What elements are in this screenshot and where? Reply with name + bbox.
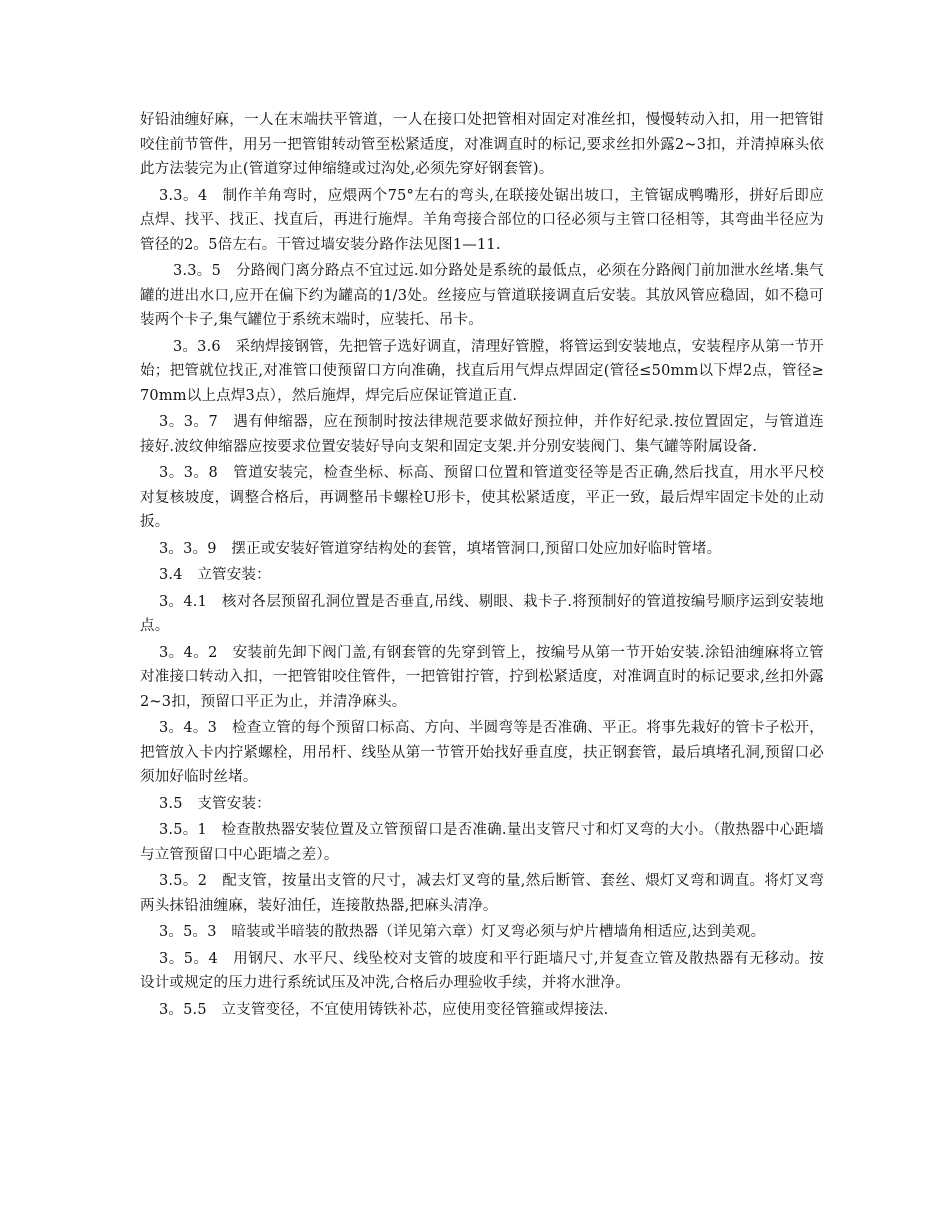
paragraph-3-4-3: 3。4。3 检查立管的每个预留口标高、方向、半圆弯等是否准确、平正。将事先栽好的管卡子松开，把管放入卡内拧紧螺栓，用吊杆、线坠从第一节管开始找好垂直度，扶正钢套管，最后填堵孔洞,预留口必须加好临时丝堵。 bbox=[140, 720, 824, 785]
paragraph-3-5-5: 3。5.5 立支管变径，不宜使用铸铁补芯，应使用变径管箍或焊接法. bbox=[159, 1001, 609, 1018]
paragraph-3-3-9: 3。3。9 摆正或安装好管道穿结构处的套管，填堵管洞口,预留口处应加好临时管堵。 bbox=[159, 540, 722, 557]
heading-3-5: 3.5 支管安装： bbox=[159, 795, 271, 812]
paragraph-3-3-8: 3。3。8 管道安装完，检查坐标、标高、预留口位置和管道变径等是否正确,然后找直，用水平尺校对复核坡度，调整合格后，再调整吊卡螺栓U形卡，使其松紧适度，平正一致，最后焊牢固定卡处的止动扳。 bbox=[140, 465, 824, 530]
paragraph-3-3-5: 3.3。5 分路阀门离分路点不宜过远.如分路处是系统的最低点，必须在分路阀门前加泄水丝堵.集气罐的进出水口,应开在偏下约为罐高的1/3处。丝接应与管道联接调直后安装。其放风管应稳固，如不稳可装两个卡子,集气罐位于系统末端时，应装托、吊卡。 bbox=[140, 263, 824, 328]
paragraph-3-4-2: 3。4。2 安装前先卸下阀门盖,有钢套管的先穿到管上，按编号从第一节开始安装.涂铅油缠麻将立管对准接口转动入扣，一把管钳咬住管件，一把管钳拧管，拧到松紧适度，对准调直时的标记要求,丝扣外露2~3扣，预留口平正为止，并清净麻头。 bbox=[140, 644, 824, 710]
paragraph-3-3-4: 3.3。4 制作羊角弯时，应煨两个75°左右的弯头,在联接处锯出坡口，主管锯成鸭嘴形，拼好后即应点焊、找平、找正、找直后，再进行施焊。羊角弯接合部位的口径必须与主管口径相等，其弯曲半径应为管径的2。5倍左右。干管过墙安装分路作法见图1—11. bbox=[140, 187, 824, 253]
paragraph-3-5-1: 3.5。1 检查散热器安装位置及立管预留口是否准确.量出支管尺寸和灯叉弯的大小。（散热器中心距墙与立管预留口中心距墙之差）。 bbox=[140, 822, 824, 863]
paragraph-3-5-4: 3。5。4 用钢尺、水平尺、线坠校对支管的坡度和平行距墙尺寸,并复查立管及散热器有无移动。按设计或规定的压力进行系统试压及冲洗,合格后办理验收手续，并将水泄净。 bbox=[140, 950, 824, 991]
heading-3-4: 3.4 立管安装： bbox=[159, 567, 271, 583]
paragraph-3-5-2: 3.5。2 配支管，按量出支管的尺寸，减去灯叉弯的量,然后断管、套丝、煨灯叉弯和调直。将灯叉弯两头抹铅油缠麻，装好油任，连接散热器,把麻头清净。 bbox=[140, 873, 824, 914]
paragraph-3-4-1: 3。4.1 核对各层预留孔洞位置是否垂直,吊线、剔眼、栽卡子.将预制好的管道按编号顺序运到安装地点。 bbox=[140, 593, 824, 634]
paragraph-3-5-3: 3。5。3 暗装或半暗装的散热器（详见第六章）灯叉弯必须与炉片槽墙角相适应,达到美观。 bbox=[159, 924, 766, 940]
document-body bbox=[140, 108, 824, 1024]
paragraph-3-3-7: 3。3。7 遇有伸缩器，应在预制时按法律规范要求做好预拉伸，并作好纪录.按位置固定，与管道连接好.波纹伸缩器应按要求位置安装好导向支架和固定支架.并分别安装阀门、集气罐等附属设备. bbox=[140, 414, 824, 455]
paragraph-3-3-6: 3。3.6 采纳焊接钢管，先把管子选好调直，清理好管膛，将管运到安装地点，安装程序从第一节开始；把管就位找正,对准管口使预留口方向准确，找直后用气焊点焊固定(管径≤50mm以下焊2点，管径≥70mm以上点焊3点），然后施焊，焊完后应保证管道正直. bbox=[140, 338, 824, 404]
paragraph-continuation: 好铅油缠好麻，一人在末端扶平管道，一人在接口处把管相对固定对准丝扣，慢慢转动入扣，用一把管钳咬住前节管件，用另一把管钳转动管至松紧适度，对准调直时的标记,要求丝扣外露2~3扣，并清掉麻头依此方法装完为止(管道穿过伸缩缝或过沟处,必须先穿好钢套管)。 bbox=[140, 112, 824, 177]
